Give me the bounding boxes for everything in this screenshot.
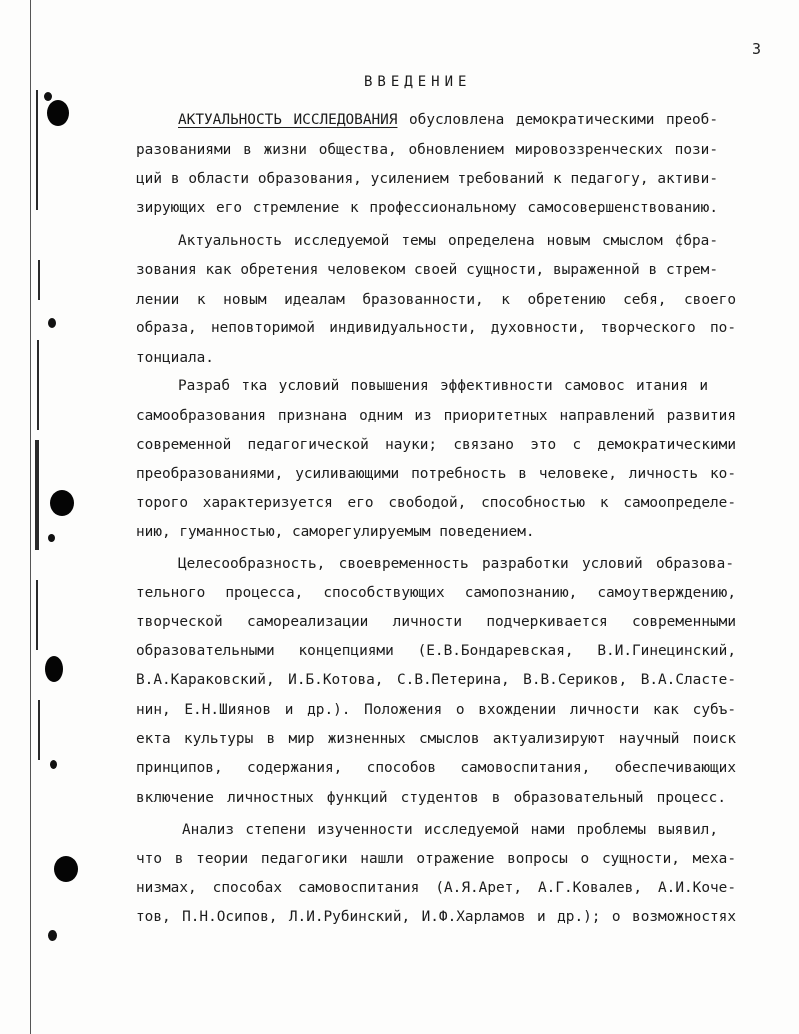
text-line: Разраб тка условий повышения эффективности самовос итания и [178,378,708,394]
text-line: Целесообразность, своевременность разработки условий образова- [178,556,734,572]
text-line: принципов, содержания, способов самовоспитания, обеспечивающих [136,760,736,776]
text-line: современной педагогической науки; связано это с демократическими [136,437,736,453]
text-line: ций в области образования, усилением требований к педагогу, активи- [136,171,718,187]
text-line: что в теории педагогики нашли отражение вопросы о сущности, меха- [136,851,736,867]
text-line: Анализ степени изученности исследуемой нами проблемы выявил, [182,822,718,838]
text-line: тов, П.Н.Осипов, Л.И.Рубинский, И.Ф.Харламов и др.); о возможностях [136,909,736,925]
text-line: творческой самореализации личности подчеркивается современными [136,614,736,630]
text-line [178,112,718,128]
text-line: зирующих его стремление к профессиональному самосовершенствованию. [136,200,718,216]
underlined-term: АКТУАЛЬНОСТЬ ИССЛЕДОВАНИЯ [178,112,398,128]
section-heading: ВВЕДЕНИЕ [364,74,472,90]
text-span: обусловлена демократическими преоб- [397,112,718,128]
text-line: образа, неповторимой индивидуальности, духовности, творческого по- [136,320,736,336]
text-line: образовательными концепциями (Е.В.Бондаревская, В.И.Гинецинский, [136,643,736,659]
text-line: нию, гуманностью, саморегулируемым поведением. [136,524,535,540]
text-line: тельного процесса, способствующих самопознанию, самоутверждению, [136,585,736,601]
text-line: самообразования признана одним из приоритетных направлений развития [136,408,736,424]
text-line: нин, Е.Н.Шиянов и др.). Положения о вхождении личности как субъ- [136,702,736,718]
punch-hole-mark [50,490,74,516]
text-line: лении к новым идеалам бразованности, к обретению себя, своего [136,292,736,308]
binding-margin [0,0,80,1034]
page-number: 3 [752,40,762,58]
text-line: разованиями в жизни общества, обновлением мировоззренческих пози- [136,142,718,158]
text-line: В.А.Караковский, И.Б.Котова, С.В.Петерина, В.В.Сериков, В.А.Сластe- [136,672,736,688]
punch-hole-mark [47,100,69,126]
text-line: низмах, способах самовоспитания (А.Я.Арет, А.Г.Ковалев, А.И.Коче- [136,880,736,896]
punch-hole-mark [54,856,78,882]
text-line: тонциала. [136,350,214,366]
text-line: Актуальность исследуемой темы определена новым смыслом ¢бра- [178,233,718,249]
text-line: торого характеризуется его свободой, способностью к самоопределе- [136,495,736,511]
text-line: зования как обретения человеком своей сущности, выраженной в стрем- [136,262,718,278]
text-line: екта культуры в мир жизненных смыслов актуализируют научный поиск [136,731,736,747]
text-line: преобразованиями, усиливающими потребность в человеке, личность ко- [136,466,736,482]
text-line: включение личностных функций студентов в образовательный процесс. [136,790,726,806]
punch-hole-mark [45,656,63,682]
